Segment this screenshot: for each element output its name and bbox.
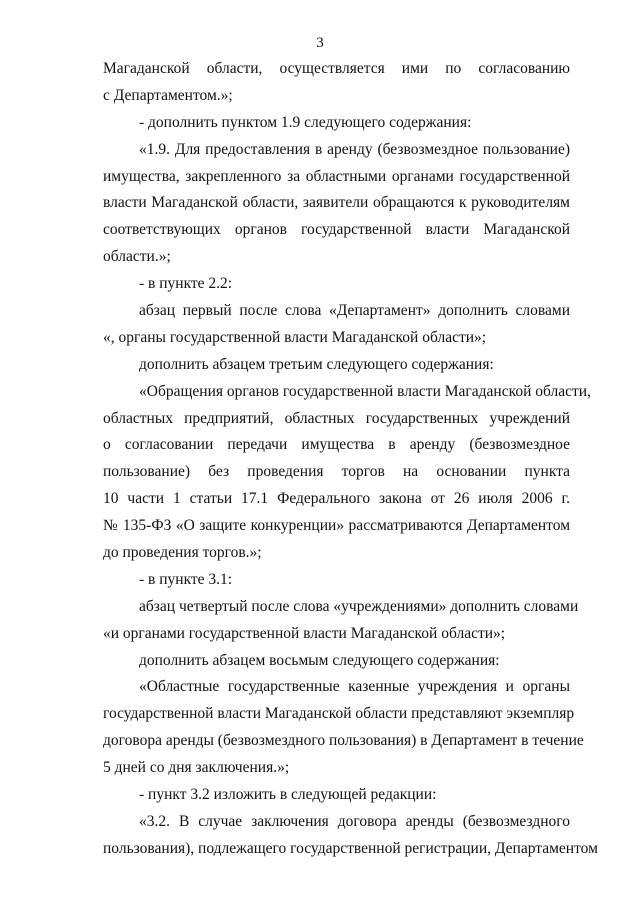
text-line: «Обращения органов государственной власти Магаданской области, (139, 382, 591, 400)
text-line: пользование) без проведения торгов на основании пункта (103, 463, 570, 481)
page-number: 3 (316, 35, 324, 51)
text-line: абзац первый после слова «Департамент» дополнить словами (139, 302, 570, 320)
text-line: с Департаментом.»; (103, 86, 233, 104)
text-line: - в пункте 2.2: (139, 275, 233, 293)
text-line: «3.2. В случае заключения договора аренды (безвозмездного (139, 812, 570, 830)
text-line: 10 части 1 статьи 17.1 Федерального закона от 26 июля 2006 г. (103, 490, 570, 508)
text-line: № 135-ФЗ «О защите конкуренции» рассматриваются Департаментом (103, 517, 570, 535)
text-line: «и органами государственной власти Магаданской области»; (103, 624, 506, 642)
document-body (103, 56, 598, 863)
text-line: - в пункте 3.1: (139, 570, 233, 588)
text-line: пользования), подлежащего государственной регистрации, Департаментом (103, 839, 598, 857)
text-line: договора аренды (безвозмездного пользования) в Департамент в течение (103, 732, 584, 750)
text-line: Магаданской области, осуществляется ими по согласованию (103, 60, 570, 77)
text-line: областных предприятий, областных государственных учреждений (103, 409, 570, 427)
text-line: до проведения торгов.»; (103, 544, 262, 562)
text-line: - дополнить пунктом 1.9 следующего содержания: (139, 113, 472, 131)
text-line: - пункт 3.2 изложить в следующей редакции: (139, 786, 437, 804)
text-line: дополнить абзацем восьмым следующего содержания: (139, 651, 500, 669)
text-line: власти Магаданской области, заявители обращаются к руководителям (103, 194, 570, 212)
text-line: «, органы государственной власти Магаданской области»; (103, 328, 487, 346)
text-line: абзац четвертый после слова «учреждениями» дополнить словами (139, 597, 579, 615)
text-line: области.»; (103, 248, 171, 266)
text-line: государственной власти Магаданской области представляют экземпляр (103, 705, 575, 723)
text-line: «1.9. Для предоставления в аренду (безвозмездное пользование) (139, 140, 570, 158)
text-line: имущества, закрепленного за областными органами государственной (103, 167, 570, 185)
text-line: соответствующих органов государственной власти Магаданской (103, 221, 570, 239)
text-line: дополнить абзацем третьим следующего содержания: (139, 355, 494, 373)
text-line: о согласовании передачи имущества в аренду (безвозмездное (103, 436, 570, 454)
text-line: 5 дней со дня заключения.»; (103, 759, 290, 777)
text-line: «Областные государственные казенные учреждения и органы (139, 678, 570, 696)
